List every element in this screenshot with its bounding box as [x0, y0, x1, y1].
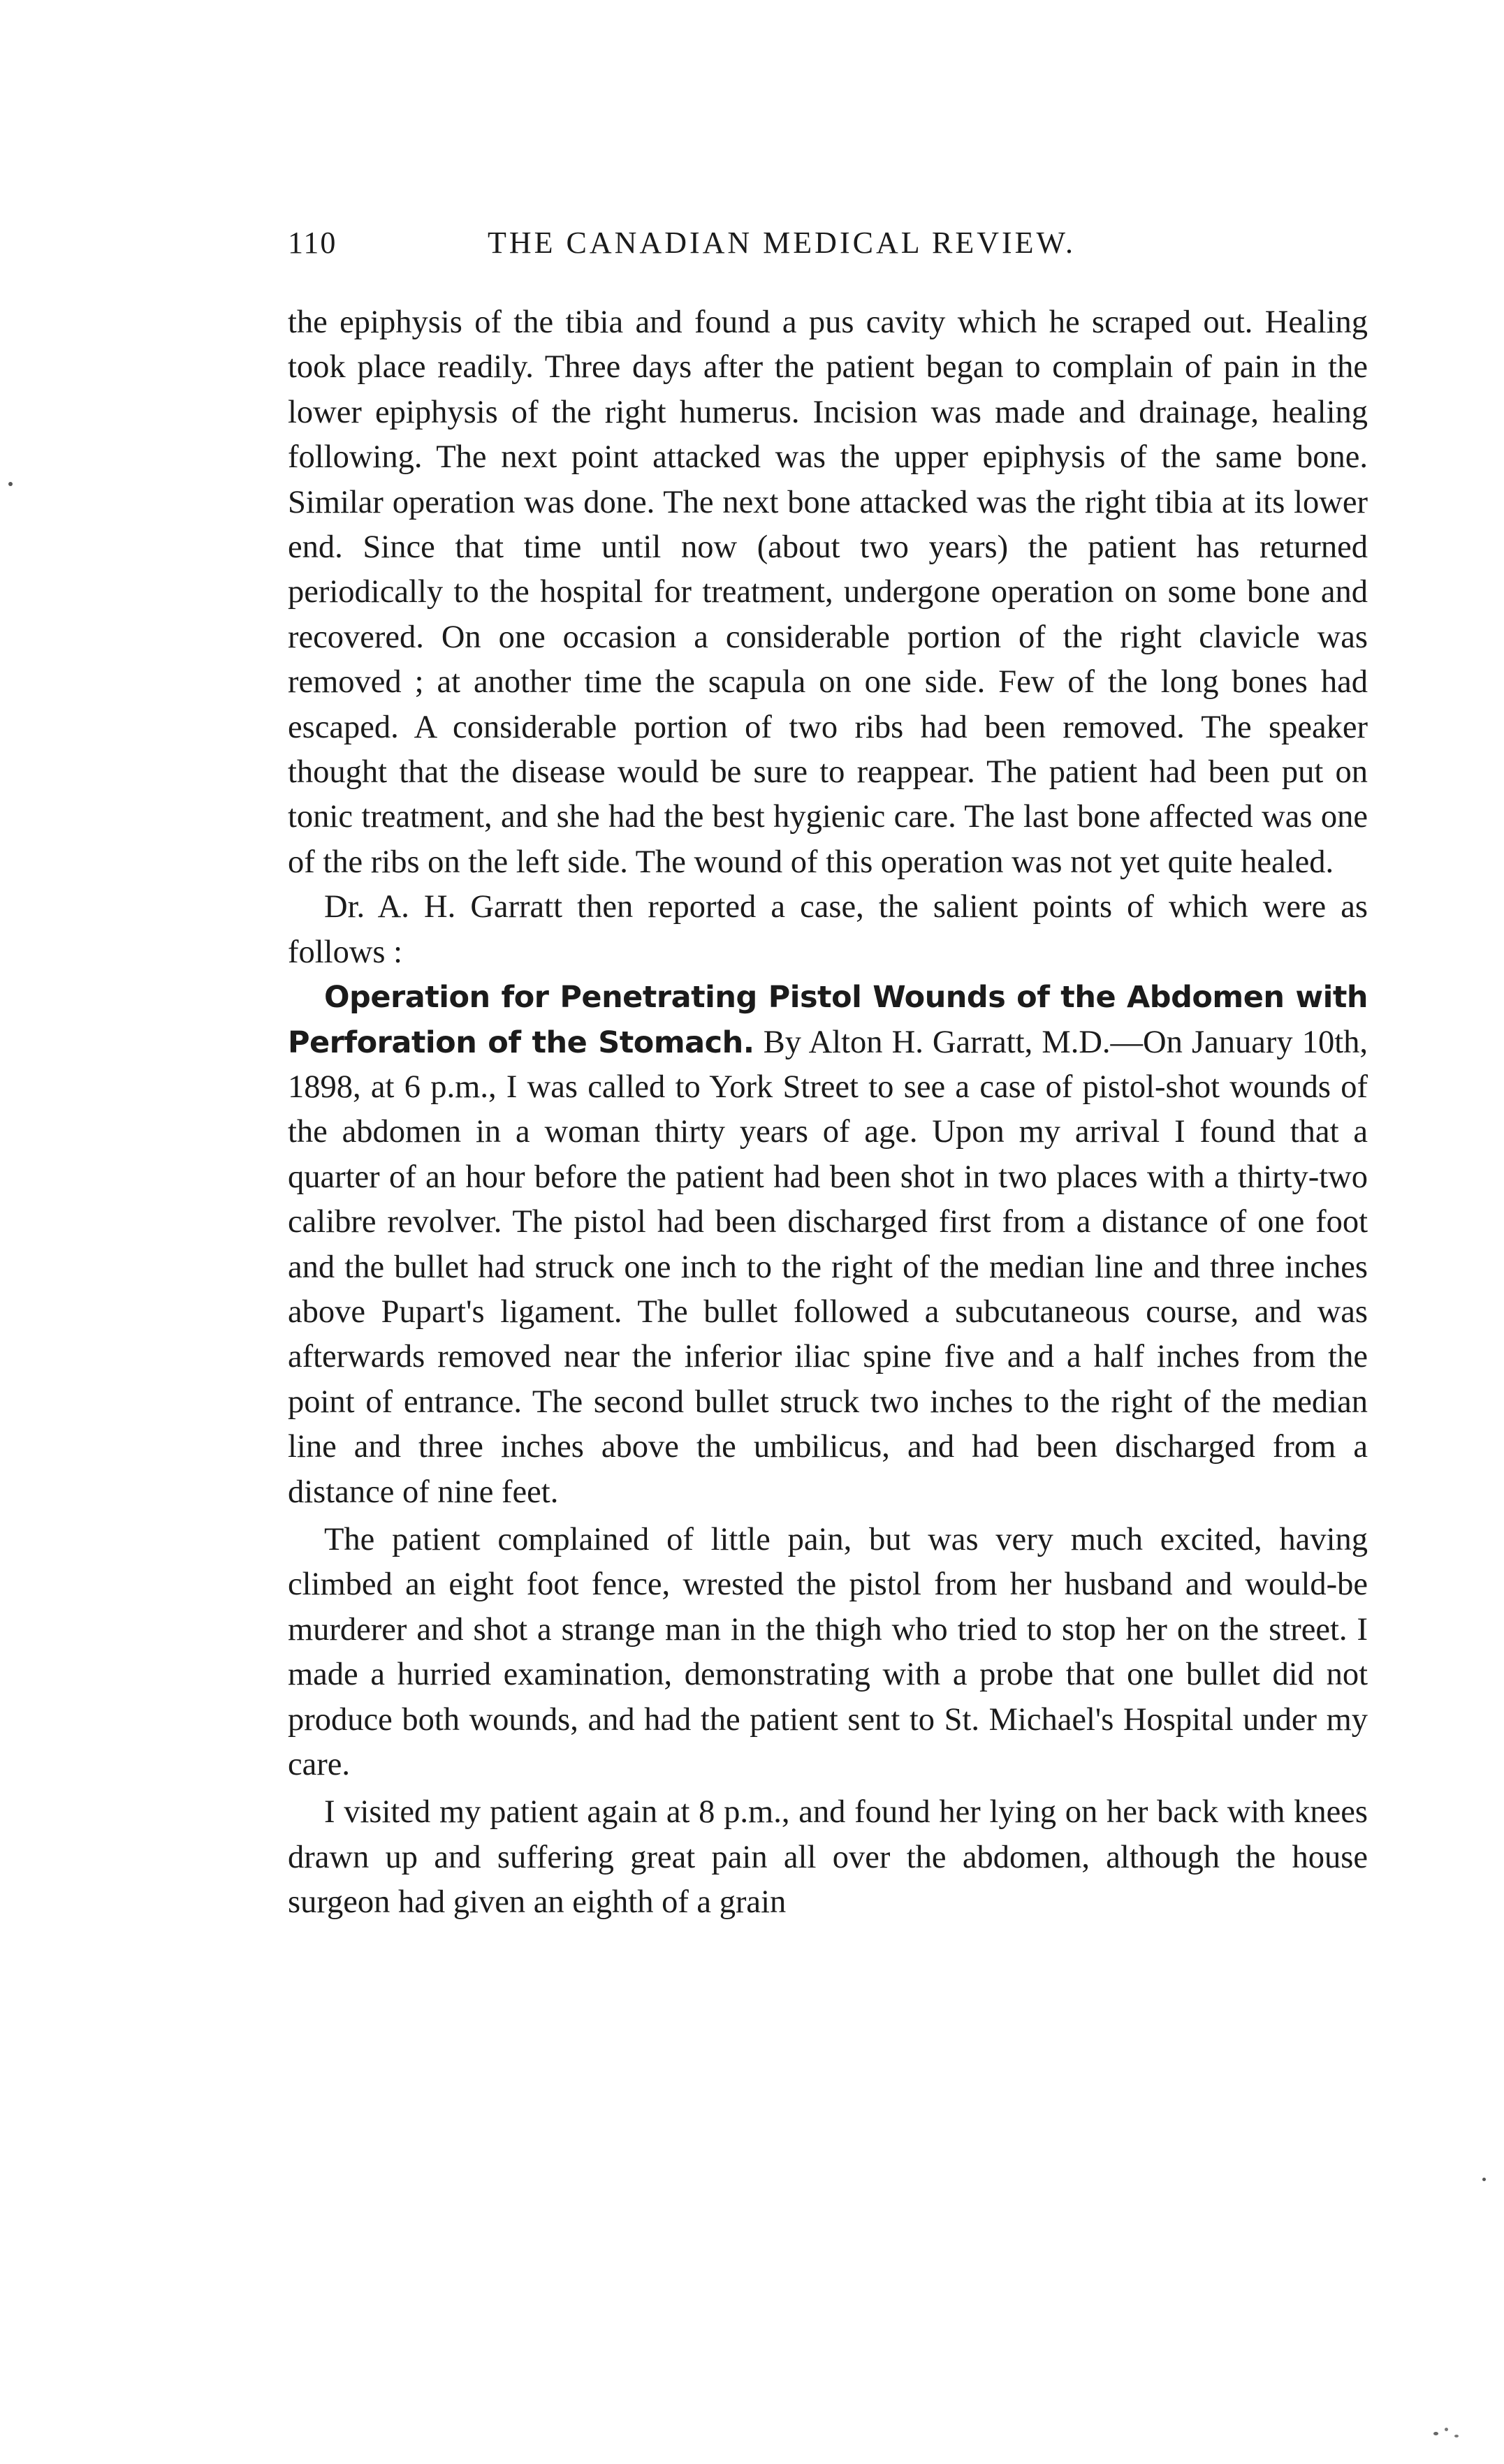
running-header — [288, 222, 1368, 264]
journal-title: THE CANADIAN MEDICAL REVIEW. — [488, 226, 1076, 260]
paragraph-second-visit: I visited my patient again at 8 p.m., and found her lying on her back with knees drawn up and suffering great pain all over the abdomen, although the house surgeon had given an eighth of a grain — [288, 1794, 1368, 1921]
scan-speck — [1482, 2178, 1486, 2181]
scan-speck — [1454, 2435, 1459, 2437]
scan-speck — [8, 482, 13, 486]
book-page — [288, 222, 1368, 1926]
article-body — [288, 300, 1368, 1926]
paragraph-case-intro: Dr. A. H. Garratt then reported a case, the salient points of which were as follows : — [288, 889, 1368, 970]
section-heading: Operation for Penetrating Pistol Wounds of the Abdomen with Perforation of the Stomach. — [288, 980, 1368, 1060]
scan-speck — [1445, 2428, 1448, 2431]
scan-speck — [1433, 2432, 1438, 2435]
page-number: 110 — [288, 226, 337, 260]
paragraph-patient-complaint: The patient complained of little pain, but was very much excited, having climbed an eight foot fence, wrested the pistol from her husband and would-be murderer and shot a strange man in the thigh who tried to stop her on the street. I made a hurried examination, demonstrating with a probe that one bullet did not produce both wounds, and had the patient sent to St. Michael's Hospital under my care. — [288, 1521, 1368, 1782]
article-byline-text: By Alton H. Garratt, M.D.—On January 10th, 1898, at 6 p.m., I was called to York Street to see a case of pistol-shot wounds of the abdomen in a woman thirty years of age. Upon my arrival I found that a quarter of an hour before the patient had been shot in two places with a thirty-two calibre revolver. The pistol had been discharged first from a distance of one foot and the bullet had struck one inch to the right of the median line and three inches above Pupart's ligament. The bullet followed a subcutaneous course, and was afterwards removed near the inferior iliac spine five and a half inches from the point of entrance. The second bullet struck two inches to the right of the median line and three inches above the umbilicus, and had been discharged from a distance of nine feet. — [288, 1024, 1368, 1510]
article-start — [288, 975, 1368, 1515]
paragraph-continued: the epiphysis of the tibia and found a pus cavity which he scraped out. Healing took place readily. Three days after the patient began to complain of pain in the lower epiphysis of the right humerus. Incision was made and drainage, healing following. The next point attacked was the upper epiphysis of the same bone. Similar operation was done. The next bone attacked was the right tibia at its lower end. Since that time until now (about two years) the patient has returned periodically to the hospital for treatment, undergone operation on some bone and recovered. On one occasion a considerable portion of the right clavicle was removed ; at another time the scapula on one side. Few of the long bones had escaped. A considerable portion of two ribs had been removed. The speaker thought that the disease would be sure to reappear. The patient had been put on tonic treatment, and she had the best hygienic care. The last bone affected was one of the ribs on the left side. The wound of this operation was not yet quite healed. — [288, 305, 1368, 880]
